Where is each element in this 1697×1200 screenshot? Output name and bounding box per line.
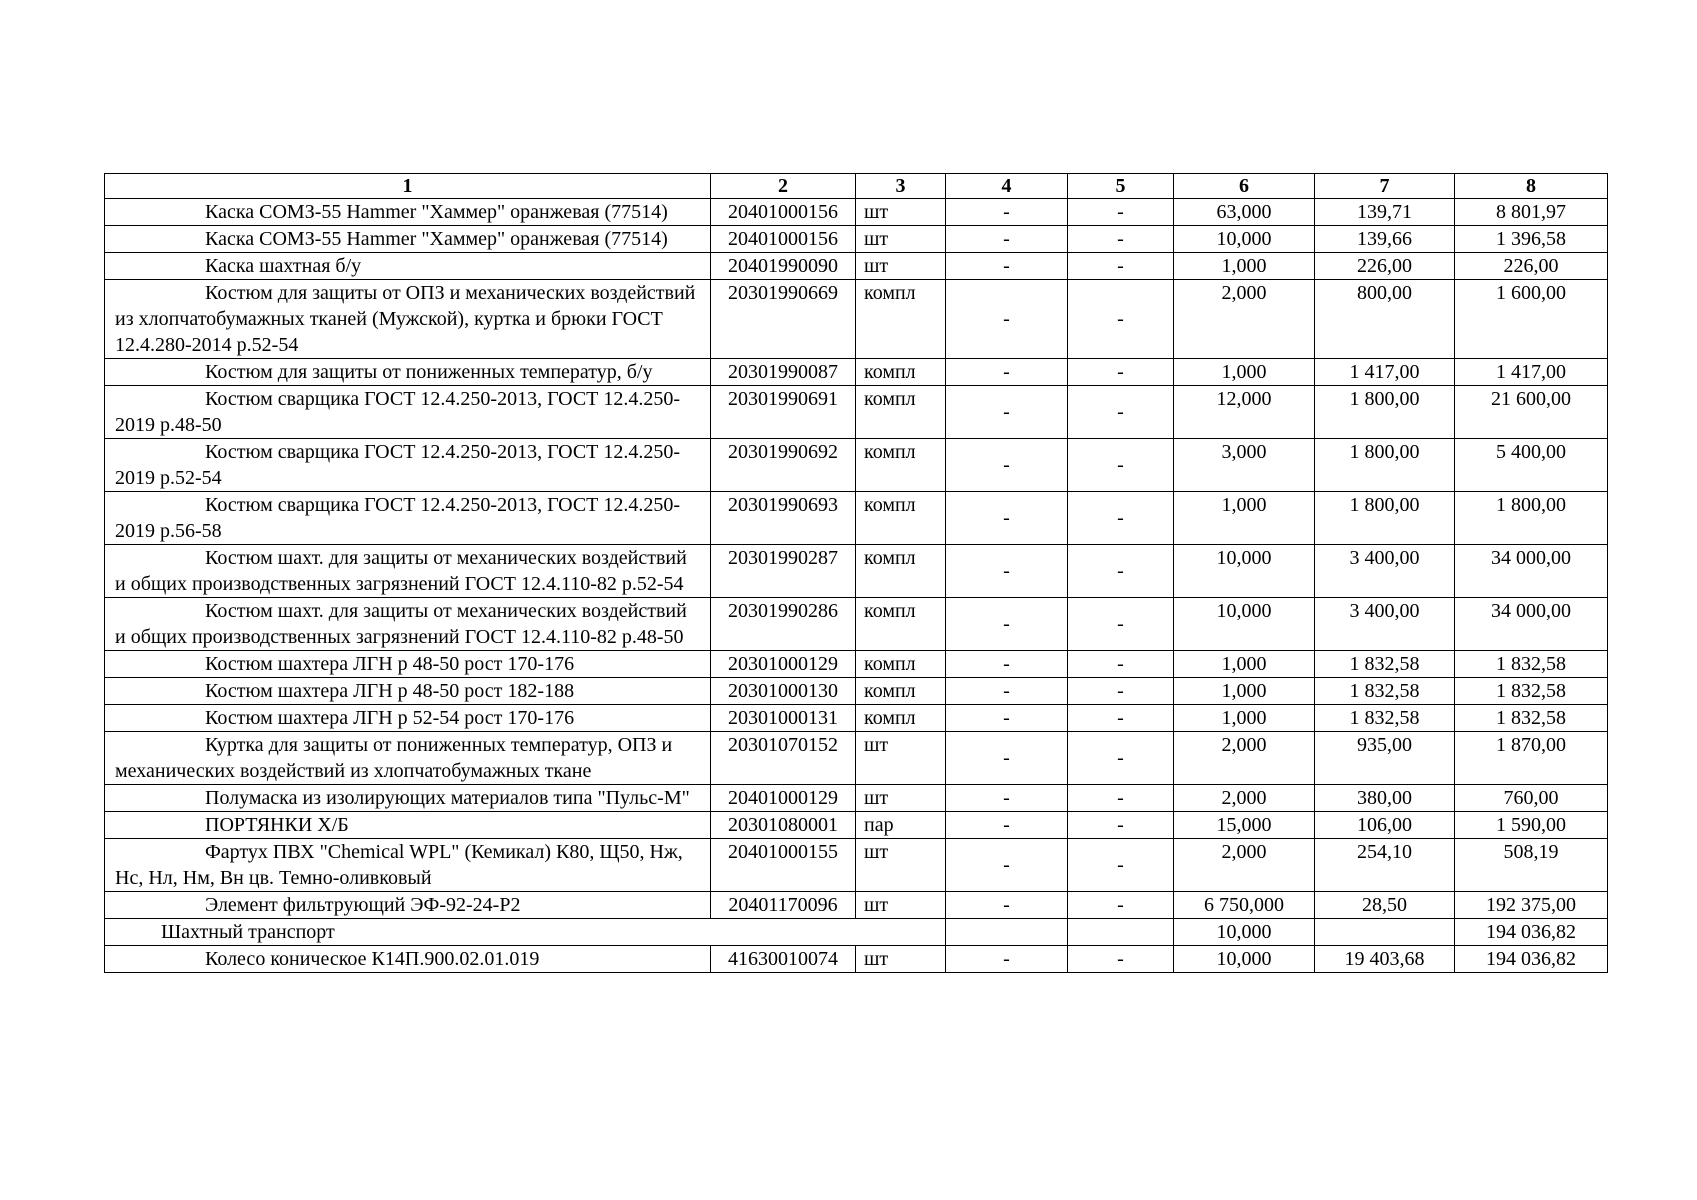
item-code: 20301990286 bbox=[711, 598, 856, 651]
item-col4: - bbox=[946, 732, 1068, 785]
section-cell-4 bbox=[946, 919, 1068, 946]
item-code: 20301990087 bbox=[711, 359, 856, 386]
item-sum: 1 800,00 bbox=[1455, 492, 1608, 545]
item-qty: 1,000 bbox=[1174, 651, 1315, 678]
item-unit: компл bbox=[856, 545, 946, 598]
item-price: 1 832,58 bbox=[1315, 705, 1455, 732]
item-unit: компл bbox=[856, 705, 946, 732]
table-row bbox=[105, 651, 1608, 678]
item-name: Каска шахтная б/у bbox=[105, 253, 711, 280]
item-name: Костюм шахтера ЛГН р 48-50 рост 182-188 bbox=[105, 678, 711, 705]
item-unit: компл bbox=[856, 651, 946, 678]
item-price: 1 800,00 bbox=[1315, 386, 1455, 439]
item-col4: - bbox=[946, 598, 1068, 651]
item-unit: шт bbox=[856, 226, 946, 253]
item-qty: 2,000 bbox=[1174, 280, 1315, 359]
item-name: Костюм шахтера ЛГН р 52-54 рост 170-176 bbox=[105, 705, 711, 732]
item-col5: - bbox=[1068, 439, 1174, 492]
item-price: 106,00 bbox=[1315, 812, 1455, 839]
item-col5: - bbox=[1068, 359, 1174, 386]
item-col4: - bbox=[946, 892, 1068, 919]
item-col4: - bbox=[946, 651, 1068, 678]
item-code: 20301000130 bbox=[711, 678, 856, 705]
item-unit: компл bbox=[856, 678, 946, 705]
item-name: Каска СОМЗ-55 Hammer "Хаммер" оранжевая (77514) bbox=[105, 199, 711, 226]
col-header-4: 4 bbox=[946, 174, 1068, 199]
inventory-table bbox=[104, 173, 1608, 973]
item-code: 20301000129 bbox=[711, 651, 856, 678]
table-row bbox=[105, 678, 1608, 705]
item-col4: - bbox=[946, 359, 1068, 386]
item-sum: 1 600,00 bbox=[1455, 280, 1608, 359]
item-col5: - bbox=[1068, 280, 1174, 359]
table-row bbox=[105, 812, 1608, 839]
item-col4: - bbox=[946, 226, 1068, 253]
table-row bbox=[105, 946, 1608, 973]
item-qty: 10,000 bbox=[1174, 598, 1315, 651]
item-col4: - bbox=[946, 439, 1068, 492]
item-price: 3 400,00 bbox=[1315, 545, 1455, 598]
item-qty: 2,000 bbox=[1174, 785, 1315, 812]
item-code: 20301990287 bbox=[711, 545, 856, 598]
item-col5: - bbox=[1068, 545, 1174, 598]
item-sum: 1 832,58 bbox=[1455, 678, 1608, 705]
item-name: Костюм сварщика ГОСТ 12.4.250-2013, ГОСТ 12.4.250-2019 р.52-54 bbox=[105, 439, 711, 492]
item-code: 20301990691 bbox=[711, 386, 856, 439]
col-header-1: 1 bbox=[105, 174, 711, 199]
item-col4: - bbox=[946, 946, 1068, 973]
item-name: Каска СОМЗ-55 Hammer "Хаммер" оранжевая (77514) bbox=[105, 226, 711, 253]
item-col4: - bbox=[946, 492, 1068, 545]
table-row bbox=[105, 199, 1608, 226]
col-header-5: 5 bbox=[1068, 174, 1174, 199]
item-sum: 1 832,58 bbox=[1455, 705, 1608, 732]
section-row bbox=[105, 919, 1608, 946]
table-row bbox=[105, 280, 1608, 359]
item-price: 1 800,00 bbox=[1315, 439, 1455, 492]
item-unit: шт bbox=[856, 946, 946, 973]
item-name: Колесо коническое К14П.900.02.01.019 bbox=[105, 946, 711, 973]
item-unit: пар bbox=[856, 812, 946, 839]
header-row bbox=[105, 174, 1608, 199]
item-name: Элемент фильтрующий ЭФ-92-24-Р2 bbox=[105, 892, 711, 919]
item-unit: компл bbox=[856, 359, 946, 386]
item-price: 3 400,00 bbox=[1315, 598, 1455, 651]
table-row bbox=[105, 705, 1608, 732]
table-row bbox=[105, 439, 1608, 492]
item-sum: 8 801,97 bbox=[1455, 199, 1608, 226]
item-col5: - bbox=[1068, 199, 1174, 226]
item-code: 20401990090 bbox=[711, 253, 856, 280]
item-col5: - bbox=[1068, 946, 1174, 973]
col-header-2: 2 bbox=[711, 174, 856, 199]
item-qty: 1,000 bbox=[1174, 359, 1315, 386]
item-price: 139,66 bbox=[1315, 226, 1455, 253]
item-unit: компл bbox=[856, 386, 946, 439]
item-code: 20301000131 bbox=[711, 705, 856, 732]
section-cell-5 bbox=[1068, 919, 1174, 946]
item-unit: шт bbox=[856, 199, 946, 226]
item-col5: - bbox=[1068, 598, 1174, 651]
item-unit: шт bbox=[856, 892, 946, 919]
item-price: 226,00 bbox=[1315, 253, 1455, 280]
item-price: 935,00 bbox=[1315, 732, 1455, 785]
item-col5: - bbox=[1068, 732, 1174, 785]
table-row bbox=[105, 598, 1608, 651]
item-price: 1 832,58 bbox=[1315, 651, 1455, 678]
item-unit: компл bbox=[856, 280, 946, 359]
document-sheet bbox=[104, 173, 1607, 973]
item-col4: - bbox=[946, 839, 1068, 892]
section-cell-7 bbox=[1315, 919, 1455, 946]
item-name: Костюм сварщика ГОСТ 12.4.250-2013, ГОСТ 12.4.250-2019 р.56-58 bbox=[105, 492, 711, 545]
table-row bbox=[105, 785, 1608, 812]
item-sum: 34 000,00 bbox=[1455, 545, 1608, 598]
item-code: 20401170096 bbox=[711, 892, 856, 919]
item-col5: - bbox=[1068, 253, 1174, 280]
item-col4: - bbox=[946, 785, 1068, 812]
item-name: ПОРТЯНКИ Х/Б bbox=[105, 812, 711, 839]
item-name: Куртка для защиты от пониженных температур, ОПЗ и механических воздействий из хлопчатобумажных ткане bbox=[105, 732, 711, 785]
table-row bbox=[105, 892, 1608, 919]
item-col4: - bbox=[946, 199, 1068, 226]
item-sum: 508,19 bbox=[1455, 839, 1608, 892]
item-col4: - bbox=[946, 812, 1068, 839]
item-col5: - bbox=[1068, 785, 1174, 812]
item-col5: - bbox=[1068, 812, 1174, 839]
table-row bbox=[105, 253, 1608, 280]
table-row bbox=[105, 492, 1608, 545]
item-sum: 760,00 bbox=[1455, 785, 1608, 812]
item-price: 139,71 bbox=[1315, 199, 1455, 226]
item-code: 20301990693 bbox=[711, 492, 856, 545]
item-sum: 192 375,00 bbox=[1455, 892, 1608, 919]
item-name: Полумаска из изолирующих материалов типа "Пульс-М" bbox=[105, 785, 711, 812]
item-name: Костюм для защиты от пониженных температур, б/у bbox=[105, 359, 711, 386]
item-qty: 1,000 bbox=[1174, 678, 1315, 705]
item-code: 20301990669 bbox=[711, 280, 856, 359]
col-header-8: 8 bbox=[1455, 174, 1608, 199]
item-price: 28,50 bbox=[1315, 892, 1455, 919]
item-sum: 1 590,00 bbox=[1455, 812, 1608, 839]
item-price: 1 832,58 bbox=[1315, 678, 1455, 705]
item-price: 254,10 bbox=[1315, 839, 1455, 892]
item-col5: - bbox=[1068, 226, 1174, 253]
item-qty: 12,000 bbox=[1174, 386, 1315, 439]
item-unit: компл bbox=[856, 439, 946, 492]
section-name: Шахтный транспорт bbox=[105, 919, 946, 946]
item-qty: 3,000 bbox=[1174, 439, 1315, 492]
item-unit: шт bbox=[856, 839, 946, 892]
item-code: 41630010074 bbox=[711, 946, 856, 973]
item-unit: компл bbox=[856, 598, 946, 651]
item-qty: 2,000 bbox=[1174, 839, 1315, 892]
col-header-3: 3 bbox=[856, 174, 946, 199]
item-qty: 1,000 bbox=[1174, 705, 1315, 732]
item-name: Костюм сварщика ГОСТ 12.4.250-2013, ГОСТ 12.4.250-2019 р.48-50 bbox=[105, 386, 711, 439]
item-col5: - bbox=[1068, 705, 1174, 732]
item-col5: - bbox=[1068, 386, 1174, 439]
item-sum: 194 036,82 bbox=[1455, 946, 1608, 973]
item-unit: шт bbox=[856, 785, 946, 812]
table-row bbox=[105, 732, 1608, 785]
item-qty: 10,000 bbox=[1174, 545, 1315, 598]
item-code: 20401000155 bbox=[711, 839, 856, 892]
item-col4: - bbox=[946, 678, 1068, 705]
item-sum: 226,00 bbox=[1455, 253, 1608, 280]
col-header-7: 7 bbox=[1315, 174, 1455, 199]
item-sum: 5 400,00 bbox=[1455, 439, 1608, 492]
item-code: 20401000129 bbox=[711, 785, 856, 812]
table-row bbox=[105, 839, 1608, 892]
item-sum: 1 870,00 bbox=[1455, 732, 1608, 785]
item-code: 20301070152 bbox=[711, 732, 856, 785]
item-col4: - bbox=[946, 705, 1068, 732]
item-name: Костюм шахт. для защиты от механических воздействий и общих производственных загрязнений ГОСТ 12.4.110-82 р.52-54 bbox=[105, 545, 711, 598]
item-col4: - bbox=[946, 545, 1068, 598]
item-col5: - bbox=[1068, 678, 1174, 705]
item-name: Фартух ПВХ "Chemical WPL" (Кемикал) К80, Щ50, Нж, Нс, Нл, Нм, Вн цв. Темно-оливковый bbox=[105, 839, 711, 892]
item-qty: 2,000 bbox=[1174, 732, 1315, 785]
item-name: Костюм шахт. для защиты от механических воздействий и общих производственных загрязнений ГОСТ 12.4.110-82 р.48-50 bbox=[105, 598, 711, 651]
section-sum: 194 036,82 bbox=[1455, 919, 1608, 946]
item-price: 1 417,00 bbox=[1315, 359, 1455, 386]
item-sum: 34 000,00 bbox=[1455, 598, 1608, 651]
table-row bbox=[105, 226, 1608, 253]
item-col4: - bbox=[946, 280, 1068, 359]
item-qty: 63,000 bbox=[1174, 199, 1315, 226]
item-qty: 1,000 bbox=[1174, 253, 1315, 280]
item-code: 20301990692 bbox=[711, 439, 856, 492]
table-row bbox=[105, 359, 1608, 386]
item-sum: 1 417,00 bbox=[1455, 359, 1608, 386]
item-code: 20401000156 bbox=[711, 199, 856, 226]
item-price: 800,00 bbox=[1315, 280, 1455, 359]
item-name: Костюм шахтера ЛГН р 48-50 рост 170-176 bbox=[105, 651, 711, 678]
item-col5: - bbox=[1068, 892, 1174, 919]
col-header-6: 6 bbox=[1174, 174, 1315, 199]
item-price: 1 800,00 bbox=[1315, 492, 1455, 545]
item-unit: компл bbox=[856, 492, 946, 545]
item-name: Костюм для защиты от ОПЗ и механических воздействий из хлопчатобумажных тканей (Мужской), куртка и брюки ГОСТ 12.4.280-2014 р.52-54 bbox=[105, 280, 711, 359]
table-row bbox=[105, 386, 1608, 439]
item-qty: 15,000 bbox=[1174, 812, 1315, 839]
item-sum: 21 600,00 bbox=[1455, 386, 1608, 439]
item-col4: - bbox=[946, 386, 1068, 439]
item-qty: 6 750,000 bbox=[1174, 892, 1315, 919]
item-price: 19 403,68 bbox=[1315, 946, 1455, 973]
section-qty: 10,000 bbox=[1174, 919, 1315, 946]
item-qty: 1,000 bbox=[1174, 492, 1315, 545]
item-col4: - bbox=[946, 253, 1068, 280]
item-code: 20401000156 bbox=[711, 226, 856, 253]
item-sum: 1 832,58 bbox=[1455, 651, 1608, 678]
item-col5: - bbox=[1068, 651, 1174, 678]
item-col5: - bbox=[1068, 839, 1174, 892]
table-row bbox=[105, 545, 1608, 598]
item-qty: 10,000 bbox=[1174, 226, 1315, 253]
item-unit: шт bbox=[856, 732, 946, 785]
item-price: 380,00 bbox=[1315, 785, 1455, 812]
item-unit: шт bbox=[856, 253, 946, 280]
item-sum: 1 396,58 bbox=[1455, 226, 1608, 253]
item-code: 20301080001 bbox=[711, 812, 856, 839]
item-col5: - bbox=[1068, 492, 1174, 545]
item-qty: 10,000 bbox=[1174, 946, 1315, 973]
